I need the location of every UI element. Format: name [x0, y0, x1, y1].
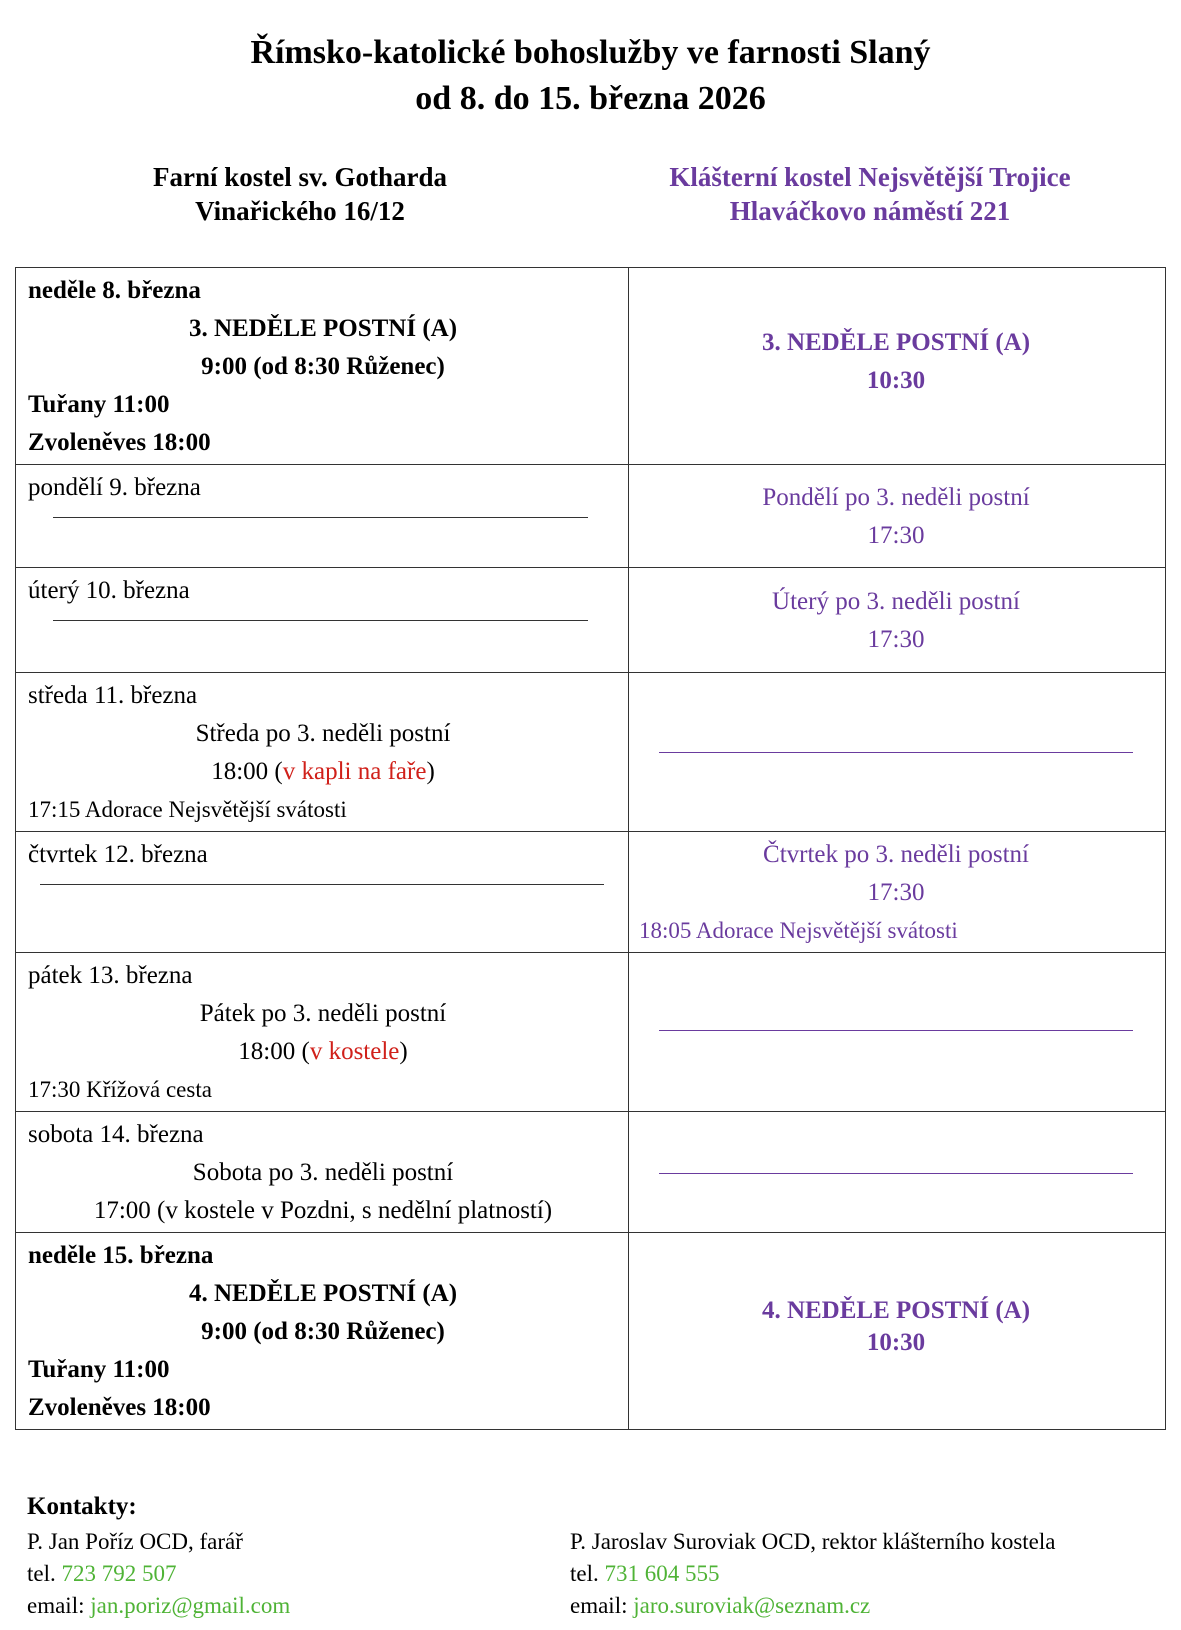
mass-time	[28, 753, 618, 791]
day-date: sobota 14. března	[28, 1121, 204, 1148]
title-line-2: od 8. do 15. března 2026	[415, 80, 766, 117]
no-service-line	[659, 1030, 1133, 1031]
table-row	[16, 953, 1166, 1112]
mass-time-close: )	[399, 1038, 408, 1065]
schedule-table	[15, 267, 1166, 1430]
mass-location: v kapli na faře	[282, 758, 427, 785]
no-service-line	[659, 1173, 1133, 1174]
mass-time: 17:30	[867, 879, 925, 906]
contact-phone	[27, 1558, 290, 1590]
phone-label: tel.	[570, 1561, 599, 1586]
contact-phone	[570, 1558, 1055, 1590]
parish-cell	[16, 673, 629, 832]
email-label: email:	[570, 1593, 628, 1618]
email-link[interactable]: jan.poriz@gmail.com	[90, 1593, 291, 1618]
table-row	[16, 465, 1166, 568]
parish-cell	[16, 268, 629, 465]
feast-name: Pondělí po 3. neděli postní	[762, 484, 1030, 511]
contact-parish-priest	[27, 1526, 290, 1622]
no-service-line	[53, 620, 588, 621]
email-label: email:	[27, 1593, 85, 1618]
mass-time-value: 18:00 (	[238, 1038, 310, 1065]
monastery-church-address: Hlaváčkovo náměstí 221	[729, 196, 1011, 226]
contact-name: P. Jan Poříz OCD, farář	[27, 1529, 243, 1554]
adoration-note: 18:05 Adorace Nejsvětější svátosti	[639, 918, 958, 943]
phone-label: tel.	[27, 1561, 56, 1586]
no-service-line	[659, 752, 1133, 753]
adoration-note: 17:15 Adorace Nejsvětější svátosti	[28, 797, 347, 822]
parish-cell	[16, 1112, 629, 1233]
mass-time: 10:30	[866, 367, 926, 394]
parish-cell	[16, 568, 629, 673]
parish-cell	[16, 1233, 629, 1430]
day-date: čtvrtek 12. března	[28, 841, 208, 868]
day-date: neděle 8. března	[28, 277, 201, 304]
table-row	[16, 1233, 1166, 1430]
table-row	[16, 832, 1166, 953]
table-row	[16, 568, 1166, 673]
no-service-line	[40, 884, 604, 885]
monastery-cell	[629, 832, 1166, 953]
mass-time: 9:00 (od 8:30 Růženec)	[201, 1318, 445, 1345]
parish-cell	[16, 832, 629, 953]
mass-zvoleneves: Zvoleněves 18:00	[28, 429, 211, 456]
no-service-line	[53, 517, 588, 518]
monastery-cell	[629, 673, 1166, 832]
monastery-church-header	[600, 160, 1140, 228]
table-row	[16, 1112, 1166, 1233]
mass-time-close: )	[426, 758, 435, 785]
parish-church-name: Farní kostel sv. Gotharda	[152, 162, 448, 192]
contacts-heading: Kontakty:	[27, 1493, 137, 1520]
feast-name: Úterý po 3. neděli postní	[772, 588, 1020, 615]
parish-church-address: Vinařického 16/12	[195, 196, 405, 226]
day-date: úterý 10. března	[28, 577, 190, 604]
page-title	[0, 30, 1181, 122]
monastery-church-name: Klášterní kostel Nejsvětější Trojice	[669, 162, 1071, 192]
mass-zvoleneves: Zvoleněves 18:00	[28, 1394, 211, 1421]
title-line-1: Římsko-katolické bohoslužby ve farnosti Slaný	[250, 34, 931, 71]
contact-name: P. Jaroslav Suroviak OCD, rektor klášterního kostela	[570, 1529, 1056, 1554]
mass-time	[28, 1033, 618, 1071]
monastery-cell	[629, 465, 1166, 568]
feast-name: 4. NEDĚLE POSTNÍ (A)	[188, 1280, 458, 1307]
monastery-cell	[629, 268, 1166, 465]
mass-time: 17:30	[867, 522, 925, 549]
day-date: středa 11. března	[28, 682, 198, 709]
monastery-cell	[629, 953, 1166, 1112]
feast-name: 3. NEDĚLE POSTNÍ (A)	[761, 329, 1031, 356]
mass-time-value: 18:00 (	[211, 758, 283, 785]
feast-name: 4. NEDĚLE POSTNÍ (A)	[761, 1297, 1031, 1324]
parish-cell	[16, 465, 629, 568]
phone-link[interactable]: 723 792 507	[61, 1561, 177, 1586]
parish-cell	[16, 953, 629, 1112]
mass-location: v kostele	[309, 1038, 400, 1065]
stations-of-cross-note: 17:30 Křížová cesta	[28, 1077, 212, 1102]
table-row	[16, 268, 1166, 465]
feast-name: Sobota po 3. neděli postní	[192, 1159, 454, 1186]
feast-name: 3. NEDĚLE POSTNÍ (A)	[188, 315, 458, 342]
phone-link[interactable]: 731 604 555	[604, 1561, 720, 1586]
monastery-cell	[629, 568, 1166, 673]
table-row	[16, 673, 1166, 832]
contact-email	[27, 1590, 290, 1622]
contact-email	[570, 1590, 1055, 1622]
monastery-cell	[629, 1112, 1166, 1233]
monastery-cell	[629, 1233, 1166, 1430]
mass-turany: Tuřany 11:00	[28, 391, 170, 418]
day-date: neděle 15. března	[28, 1242, 214, 1269]
day-date: pondělí 9. března	[28, 474, 201, 501]
feast-name: Čtvrtek po 3. neděli postní	[763, 841, 1029, 868]
contact-rector	[570, 1526, 1055, 1622]
parish-church-header	[60, 160, 540, 228]
mass-time: 9:00 (od 8:30 Růženec)	[201, 353, 445, 380]
mass-time: 10:30	[866, 1329, 926, 1356]
feast-name: Středa po 3. neděli postní	[195, 720, 451, 747]
feast-name: Pátek po 3. neděli postní	[199, 1000, 447, 1027]
mass-time: 17:00 (v kostele v Pozdni, s nedělní platností)	[93, 1197, 553, 1224]
email-link[interactable]: jaro.suroviak@seznam.cz	[633, 1593, 871, 1618]
day-date: pátek 13. března	[28, 962, 193, 989]
mass-turany: Tuřany 11:00	[28, 1356, 170, 1383]
contacts-section	[27, 1490, 1167, 1618]
mass-time: 17:30	[867, 626, 925, 653]
